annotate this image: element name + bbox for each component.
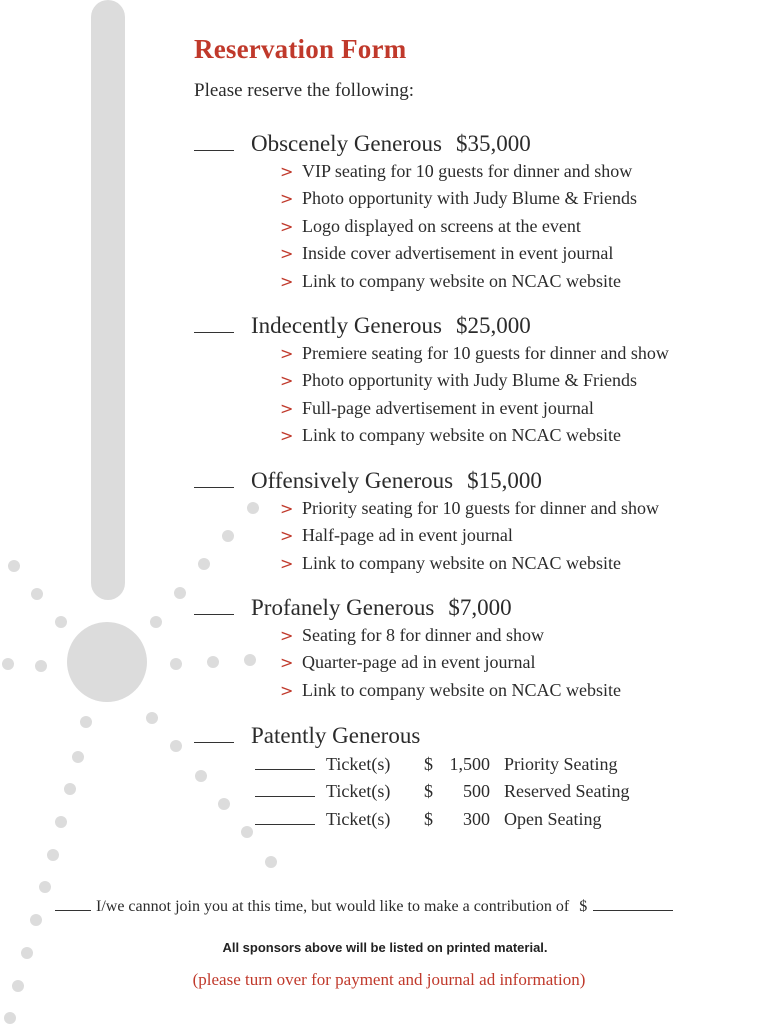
ticket-label: Ticket(s) [326,808,391,829]
contribution-amount-blank[interactable] [593,896,673,911]
decorative-dot [2,658,14,670]
benefit-item: > Inside cover advertisement in event journal [280,240,754,267]
tier-check-blank[interactable] [194,467,234,488]
decorative-dot [195,770,207,782]
chevron-right-icon: > [280,344,294,363]
contribution-currency: $ [579,898,588,915]
decorative-dot [265,856,277,868]
ticket-currency: $ [424,808,433,829]
ticket-amount: 300 [463,808,490,829]
benefit-item: > Logo displayed on screens at the event [280,213,754,240]
tier-name: Offensively Generous [251,468,454,493]
benefit-item: > Link to company website on NCAC website [280,422,754,449]
decorative-dot [146,712,158,724]
tier-price: $15,000 [467,468,542,493]
chevron-right-icon: > [280,371,294,391]
benefit-item: > VIP seating for 10 guests for dinner and show [280,158,754,185]
chevron-right-icon: > [280,271,294,291]
chevron-right-icon: > [280,680,294,700]
benefit-item: > Quarter-page ad in event journal [280,649,754,676]
tier-price: $25,000 [455,313,531,338]
decorative-dot [31,588,43,600]
chevron-right-icon: > [280,526,294,546]
tier-patently-generous [194,722,754,750]
chevron-right-icon: > [280,426,294,446]
decorative-dot [8,560,20,572]
benefit-item: > Priority seating for 10 guests for dinner and show [280,495,754,522]
tier-check-blank[interactable] [194,594,234,615]
benefit-item: > Link to company website on NCAC website [280,550,754,577]
tier-check-blank[interactable] [194,130,234,151]
ticket-type: Priority Seating [504,754,618,774]
decorative-dot [30,914,42,926]
decorative-dot [4,1012,16,1024]
ticket-row [255,780,629,807]
tier-obscenely-generous [194,130,754,295]
ticket-amount: 1,500 [449,754,490,774]
chevron-right-icon: > [280,653,294,673]
benefit-item: > Full-page advertisement in event journal [280,395,754,422]
decorative-sun-circle [67,622,147,702]
tier-name: Patently Generous [251,723,421,748]
ticket-list [255,753,629,835]
decorative-dot [80,716,92,728]
decorative-dot [39,881,51,893]
chevron-right-icon: > [280,626,294,645]
benefit-list [194,340,754,450]
decorative-bar [91,0,125,600]
form-title: Reservation Form [194,34,407,64]
contribution-text: I/we cannot join you at this time, but would like to make a contribution of [96,898,570,915]
ticket-row [255,808,629,835]
decorative-dot [64,783,76,795]
tier-price: $7,000 [448,595,512,620]
chevron-right-icon: > [280,216,294,236]
ticket-currency: $ [424,781,433,802]
ticket-quantity-blank[interactable] [255,808,315,825]
tier-name: Profanely Generous [251,595,435,620]
chevron-right-icon: > [280,244,294,264]
benefit-list [194,158,754,295]
benefit-item: > Photo opportunity with Judy Blume & Friends [280,185,754,212]
ticket-type: Reserved Seating [504,781,630,802]
decorative-dot [218,798,230,810]
benefit-item: > Link to company website on NCAC website [280,677,754,704]
tier-offensively-generous [194,467,754,577]
ticket-type: Open Seating [504,808,602,829]
tier-check-blank[interactable] [194,722,234,743]
benefit-item: > Premiere seating for 10 guests for dinner and show [280,340,754,367]
sponsor-note: All sponsors above will be listed on printed material. [222,940,548,955]
decorative-dot [47,849,59,861]
chevron-right-icon: > [280,499,294,518]
tier-name: Obscenely Generous [251,131,442,156]
chevron-right-icon: > [280,162,294,181]
ticket-amount: 500 [463,781,490,802]
decorative-dot [174,587,186,599]
chevron-right-icon: > [280,553,294,573]
benefit-item: > Link to company website on NCAC website [280,268,754,295]
turn-over-note: (please turn over for payment and journal ad information) [192,970,586,989]
benefit-item: > Half-page ad in event journal [280,522,754,549]
ticket-label: Ticket(s) [326,754,391,774]
decorative-dot [72,751,84,763]
benefit-list [194,622,754,704]
decorative-dot [170,740,182,752]
ticket-quantity-blank[interactable] [255,753,315,770]
chevron-right-icon: > [280,398,294,418]
decorative-dot [241,826,253,838]
decorative-dot [150,616,162,628]
tier-price: $35,000 [455,131,531,156]
benefit-item: > Photo opportunity with Judy Blume & Friends [280,367,754,394]
decorative-dot [55,816,67,828]
benefit-item: > Seating for 8 for dinner and show [280,622,754,649]
contribution-line [55,896,673,916]
ticket-row [255,753,629,780]
ticket-label: Ticket(s) [326,781,391,802]
ticket-currency: $ [424,754,433,774]
tier-name: Indecently Generous [251,313,442,338]
decorative-dot [170,658,182,670]
tier-check-blank[interactable] [194,312,234,333]
decorative-dot [55,616,67,628]
intro-text: Please reserve the following: [194,80,415,101]
tier-indecently-generous [194,312,754,450]
tier-profanely-generous [194,594,754,704]
contribution-check-blank[interactable] [55,896,91,911]
decorative-dot [35,660,47,672]
ticket-quantity-blank[interactable] [255,780,315,797]
chevron-right-icon: > [280,189,294,209]
benefit-list [194,495,754,577]
